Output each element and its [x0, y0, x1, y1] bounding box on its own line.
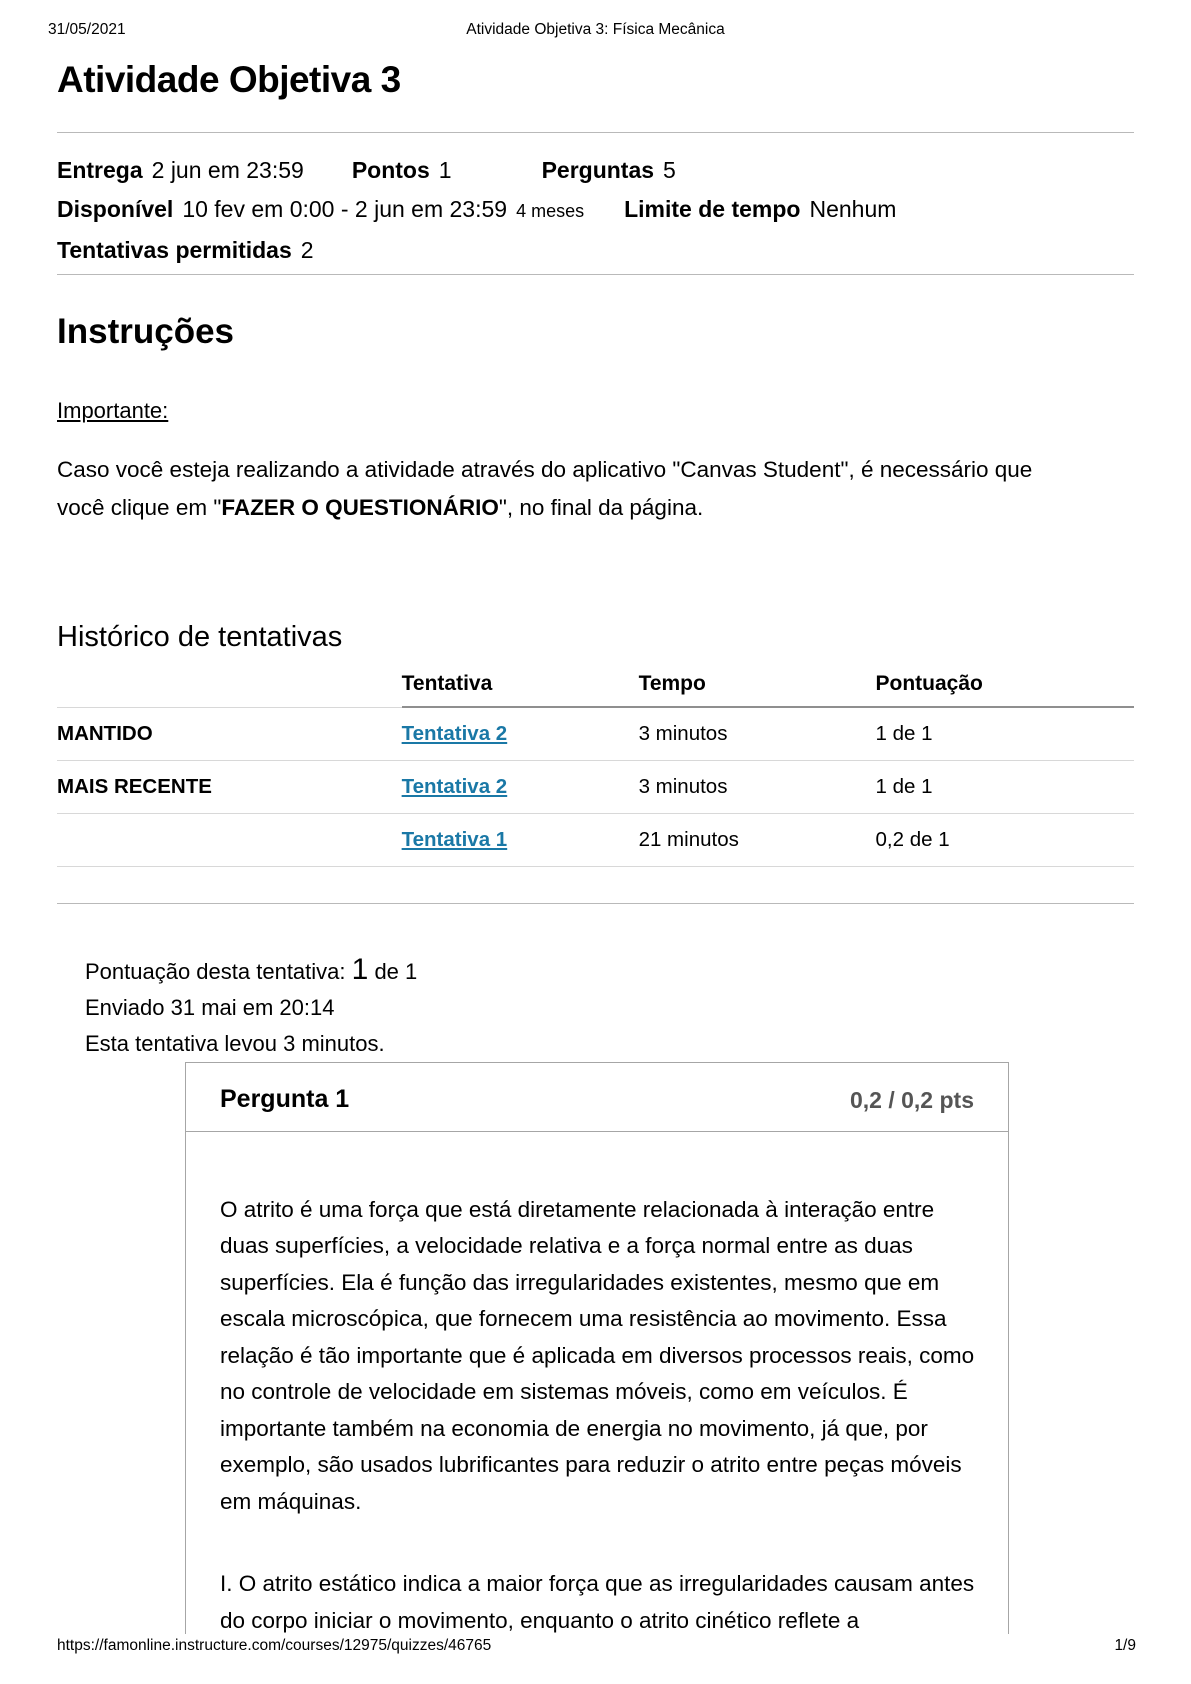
quiz-metadata	[57, 133, 1134, 270]
attempt-link[interactable]: Tentativa 2	[401, 721, 508, 745]
meta-available	[57, 190, 584, 231]
print-date: 31/05/2021	[48, 21, 126, 38]
attempts-col-time: Tempo	[639, 663, 876, 707]
meta-questions-label: Perguntas	[541, 157, 655, 183]
attempts-header-row	[57, 663, 1134, 707]
attempt-row-1	[57, 813, 1134, 866]
attempt-duration: Esta tentativa levou 3 minutos.	[85, 1030, 385, 1056]
meta-questions-value: 5	[663, 157, 676, 183]
attempt-status-label	[57, 813, 402, 866]
attempts-col-empty	[57, 663, 402, 707]
attempt-row-kept	[57, 707, 1134, 760]
footer-url: https://famonline.instructure.com/courses/12975/quizzes/46765	[57, 1637, 492, 1654]
attempts-table	[57, 663, 1134, 867]
meta-available-value: 10 fev em 0:00 - 2 jun em 23:59	[182, 196, 508, 222]
instructions-paragraph	[57, 451, 1037, 527]
attempt-time: 3 minutos	[639, 760, 876, 813]
question-body	[186, 1132, 1008, 1634]
document-title: Atividade Objetiva 3: Física Mecânica	[466, 21, 725, 38]
meta-due-label: Entrega	[57, 157, 143, 183]
score-suffix: de 1	[368, 958, 418, 984]
question-header	[186, 1063, 1008, 1132]
question-points: 0,2 / 0,2 pts	[849, 1086, 974, 1113]
attempt-status-label: MANTIDO	[57, 707, 402, 760]
meta-available-label: Disponível	[57, 196, 174, 222]
meta-due	[57, 151, 304, 190]
meta-time-limit	[624, 190, 896, 229]
attempt-score: 1 de 1	[876, 707, 1135, 760]
meta-points	[352, 151, 452, 190]
score-value: 1	[351, 952, 369, 986]
meta-attempts-allowed-value: 2	[300, 237, 314, 263]
attempts-heading: Histórico de tentativas	[57, 621, 343, 653]
footer-page-number: 1/9	[1114, 1637, 1136, 1654]
page-title: Atividade Objetiva 3	[57, 59, 401, 100]
attempts-col-attempt: Tentativa	[402, 663, 639, 707]
score-prefix: Pontuação desta tentativa:	[85, 958, 352, 984]
submitted-at: Enviado 31 mai em 20:14	[85, 994, 335, 1020]
instructions-text-before: Caso você esteja realizando a atividade através do aplicativo "Canvas Student", é necessário que você clique em "	[57, 457, 1033, 520]
question-card	[185, 1062, 1009, 1634]
question-paragraph-2: I. O atrito estático indica a maior força que as irregularidades causam antes do corpo iniciar o movimento, enquanto o atrito cinético reflete a	[220, 1571, 975, 1633]
attempts-col-score: Pontuação	[876, 663, 1135, 707]
attempt-link[interactable]: Tentativa 1	[401, 827, 508, 851]
attempt-score: 0,2 de 1	[876, 813, 1135, 866]
meta-due-value: 2 jun em 23:59	[151, 157, 304, 183]
print-footer	[57, 1637, 1136, 1657]
meta-row-1	[57, 151, 1134, 190]
instructions-text-bold: FAZER O QUESTIONÁRIO	[221, 495, 499, 520]
print-header	[0, 21, 1191, 41]
attempt-time: 3 minutos	[639, 707, 876, 760]
meta-time-limit-label: Limite de tempo	[624, 196, 801, 222]
meta-points-label: Pontos	[351, 157, 430, 183]
meta-available-duration: 4 meses	[516, 201, 585, 221]
question-title: Pergunta 1	[220, 1084, 350, 1113]
meta-row-3	[57, 231, 1134, 270]
meta-time-limit-value: Nenhum	[809, 196, 897, 222]
instructions-heading: Instruções	[57, 312, 234, 351]
meta-attempts-allowed	[57, 231, 314, 270]
main-content	[57, 58, 1134, 1634]
attempt-result-summary	[57, 952, 1134, 1062]
meta-points-value: 1	[438, 157, 452, 183]
attempt-time: 21 minutos	[639, 813, 876, 866]
attempt-score: 1 de 1	[876, 760, 1135, 813]
question-paragraph-1: O atrito é uma força que está diretamente relacionada à interação entre duas superfícies, a velocidade relativa e a força normal entre as duas superfícies. Ela é função das irregularidades existentes, mesmo que em escala microscópica, que fornecem uma resistência ao movimento. Essa relação é tão importante que é aplicada em diversos processos reais, como no controle de velocidade em sistemas móveis, como em veículos. É importante também na economia de energia no movimento, já que, por exemplo, são usados lubrificantes para reduzir o atrito entre peças móveis em máquinas.	[220, 1196, 975, 1514]
attempt-score-line	[85, 952, 1134, 990]
attempt-link[interactable]: Tentativa 2	[401, 774, 508, 798]
attempt-row-latest	[57, 760, 1134, 813]
important-label: Importante:	[57, 398, 169, 423]
meta-questions	[542, 151, 676, 190]
meta-attempts-allowed-label: Tentativas permitidas	[57, 237, 292, 263]
divider	[57, 903, 1134, 904]
instructions-text-after: ", no final da página.	[498, 495, 704, 520]
attempt-status-label: MAIS RECENTE	[57, 760, 402, 813]
divider	[57, 274, 1134, 275]
meta-row-2	[57, 190, 1134, 231]
